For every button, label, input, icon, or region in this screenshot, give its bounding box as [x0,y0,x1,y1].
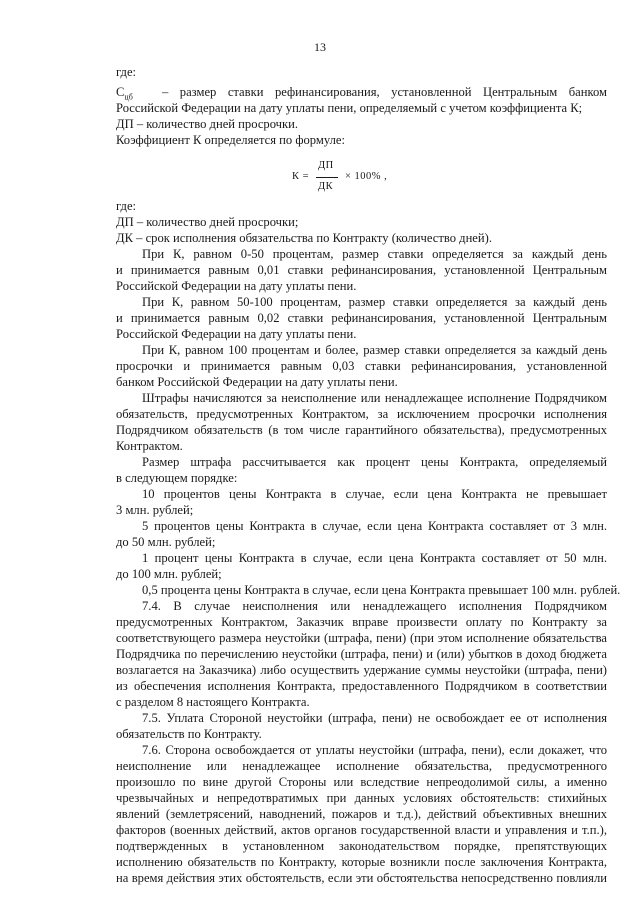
body-line: 7.5. Уплата Стороной неустойки (штрафа, пени) не освобождает ее от исполнения [142,711,607,725]
body-line: 7.6. Сторона освобождается от уплаты неустойки (штрафа, пени), если докажет, что [142,743,607,757]
body-line: произошло по вине другой Стороны или вследствие непреодолимой силы, а именно [116,775,607,789]
c-definition-line-1: – размер ставки рефинансирования, установленной Центральным банком [162,85,607,99]
body-line: неисполнение или ненадлежащее исполнение обязательства, предусмотренного [116,759,607,773]
where-label-2: где: [116,199,137,213]
dk-definition: ДК – срок исполнения обязательства по Контракту (количество дней). [116,231,492,245]
body-line: на время действия этих обстоятельств, если эти обстоятельства непосредственно повлияли [116,871,607,885]
formula-lhs: К = [292,171,310,182]
body-line: Размер штрафа рассчитывается как процент цены Контракта, определяемый [142,455,607,469]
body-line: до 50 млн. рублей; [116,535,216,549]
where-label-1: где: [116,65,137,79]
body-line: Подрядчика по перечислению неустойки (штрафа, пени) и (или) убытков в доход бюджета [116,647,607,661]
body-line: При К, равном 50-100 процентам, размер ставки определяется за каждый день [142,295,607,309]
body-line: до 100 млн. рублей; [116,567,222,581]
body-line: с разделом 8 настоящего Контракта. [116,695,310,709]
body-line: банком Российской Федерации на дату уплаты пени. [116,375,398,389]
k-formula-intro: Коэффициент К определяется по формуле: [116,133,345,147]
formula-rhs: × 100% , [345,171,388,182]
body-line: факторов (военных действий, актов органов государственной власти и управления и т.п.), [116,823,607,837]
body-line: 1 процент цены Контракта в случае, если цена Контракта составляет от 50 млн. [142,551,607,565]
c-symbol: C [116,85,125,99]
body-line: Подрядчиком обязательств (в том числе гарантийного обязательства), предусмотренных [116,423,607,437]
body-line: 3 млн. рублей; [116,503,194,517]
body-line: 10 процентов цены Контракта в случае, если цена Контракта не превышает [142,487,607,501]
fraction-bar [316,177,338,178]
body-line: и принимается равным 0,01 ставки рефинансирования, установленной Центральным [116,263,607,277]
body-line: просрочки и принимается равным 0,03 ставки рефинансирования, установленной [116,359,607,373]
body-line: чрезвычайных и непредотвратимых при данных условиях обстоятельств: стихийных [116,791,607,805]
body-line: Штрафы начисляются за неисполнение или ненадлежащее исполнение Подрядчиком [142,391,607,405]
body-line: подтвержденных в установленном законодательством порядке, препятствующих [116,839,607,853]
body-line: предусмотренных Контрактом, Заказчик вправе произвести оплату по Контракту за [116,615,607,629]
dp-definition-2: ДП – количество дней просрочки; [116,215,299,229]
body-line: 7.4. В случае неисполнения или ненадлежащего исполнения Подрядчиком [142,599,607,613]
body-line: Российской Федерации на дату уплаты пени. [116,279,357,293]
body-line: 0,5 процента цены Контракта в случае, если цена Контракта превышает 100 млн. рублей. [142,583,621,597]
body-line: возлагается на Заказчика) либо осуществить удержание суммы неустойки (штрафа, пени) [116,663,607,677]
body-line: и принимается равным 0,02 ставки рефинансирования, установленной Центральным [116,311,607,325]
c-definition-line-2: Российской Федерации на дату уплаты пени, определяемый с учетом коэффициента К; [116,101,583,115]
body-line: обязательств, предусмотренных Контрактом, за исключением просрочки исполнения [116,407,607,421]
body-line: явлений (землетрясений, наводнений, пожаров и т.д.), действий объективных внешних [116,807,607,821]
body-line: обязательств по Контракту. [116,727,262,741]
body-line: соответствующего размера неустойки (штрафа, пени) (при этом исполнение обязательства [116,631,607,645]
c-subscript: цб [124,92,133,102]
body-line: 5 процентов цены Контракта в случае, если цена Контракта составляет от 3 млн. [142,519,607,533]
body-line: Контрактом. [116,439,183,453]
body-line: исполнению обязательств по Контракту, которые возникли после заключения Контракта, [116,855,607,869]
formula-numerator: ДП [318,160,334,171]
body-line: из обеспечения исполнения Контракта, предоставленного Подрядчиком в соответствии [116,679,607,693]
page-number: 13 [314,40,326,54]
body-line: в следующем порядке: [116,471,238,485]
formula-denominator: ДК [318,181,334,192]
body-line: При К, равном 100 процентам и более, размер ставки определяется за каждый день [142,343,607,357]
body-line: При К, равном 0-50 процентам, размер ставки определяется за каждый день [142,247,607,261]
body-line: Российской Федерации на дату уплаты пени. [116,327,357,341]
dp-definition-1: ДП – количество дней просрочки. [116,117,299,131]
